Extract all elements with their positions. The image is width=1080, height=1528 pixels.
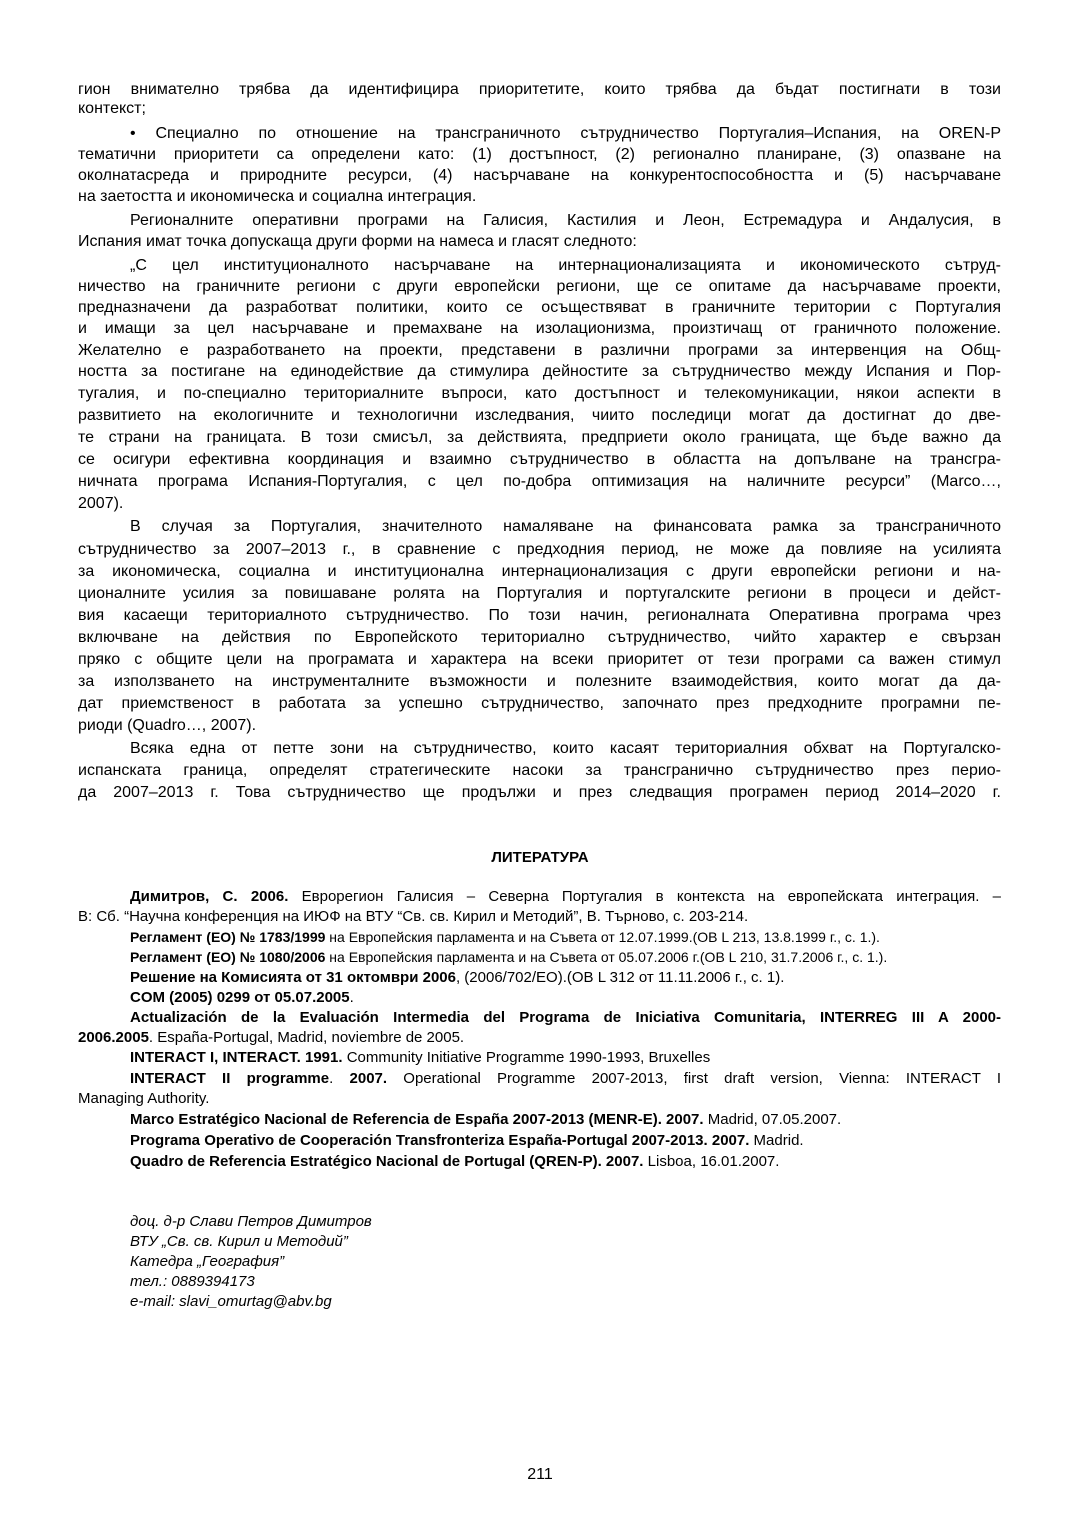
reference-item (78, 1028, 464, 1047)
body-line: гион внимателно трябва да идентифицира приоритетите, които трябва да бъдат постигнати в този (78, 81, 1001, 98)
reference-author: Димитров, С. 2006. (130, 888, 289, 905)
reference-text: Operational Programme 2007-2013, first draft version, Vienna: INTERACT I (387, 1070, 1001, 1087)
body-line: тематични приоритети са определени като: (1) достъпност, (2) регионално планиране, (3) опазване на (78, 146, 1001, 163)
reference-text: Community Initiative Programme 1990-1993, Bruxelles (342, 1049, 711, 1066)
reference-text: на Европейския парламента и на Съвета от 12.07.1999.(ОВ L 213, 13.8.1999 г., с. 1.). (325, 929, 880, 945)
reference-item (78, 1089, 209, 1108)
body-line: и имащи за цел насърчаване и премахване на изолационизма, произтичащ от граничното положение. (78, 320, 1001, 337)
reference-title: Programa Operativo de Cooperación Transfronteriza España-Portugal 2007-2013. 2007. (130, 1132, 750, 1149)
body-line: контекст; (78, 100, 146, 117)
body-line: ничество на граничните региони с други европейски региони, ще се опитаме да насърчаваме проекти, (78, 278, 1001, 295)
reference-item (130, 1110, 841, 1129)
references-heading: ЛИТЕРАТУРА (491, 849, 589, 866)
reference-text: . (329, 1070, 350, 1087)
reference-title: Решение на Комисията от 31 октомври 2006 (130, 969, 456, 986)
reference-title: Регламент (ЕО) № 1080/2006 (130, 949, 326, 965)
body-line: В случая за Португалия, значителното намаляване на финансовата рамка за трансграничното (130, 518, 1001, 535)
reference-item (130, 988, 354, 1007)
reference-title: Marco Estratégico Nacional de Referencia de España 2007-2013 (MENR-E). 2007. (130, 1111, 704, 1128)
reference-title: Actualización de la Evaluación Intermedia del Programa de Iniciativa Comunitaria, INTERREG III A 2000- (130, 1009, 1001, 1026)
reference-title: 2006.2005 (78, 1029, 149, 1046)
body-line: вия касаещи териториалното сътрудничество. По този начин, регионалната Оперативна програма чрез (78, 607, 1001, 624)
reference-item (130, 968, 784, 987)
body-line: сътрудничество за 2007–2013 г., в сравнение с предходния период, не може да повлияе на усилията (78, 541, 1001, 558)
reference-item (130, 1152, 779, 1171)
body-line: риоди (Quadro…, 2007). (78, 717, 257, 734)
body-line: пряко с общите цели на програмата и характера на всеки приоритет от тези програми са важен стимул (78, 651, 1001, 668)
reference-item (130, 928, 880, 947)
body-line: да 2007–2013 г. Това сътрудничество ще продължи и през следващия програмен период 2014–2020 г. (78, 784, 1001, 801)
author-department: Катедра „География” (130, 1253, 285, 1270)
author-email: e-mail: slavi_omurtag@abv.bg (130, 1293, 332, 1310)
reference-title: COM (2005) 0299 от 05.07.2005 (130, 989, 350, 1006)
body-line: предназначени да разработват политики, които се осъществяват в граничните територии с Португалия (78, 299, 1001, 316)
reference-title: INTERACT I, INTERACT. 1991. (130, 1049, 343, 1066)
body-line: тугалия, и по-специално териториалните въпроси, като достъпност и телекомуникации, някои аспекти в (78, 385, 1001, 402)
author-phone: тел.: 0889394173 (130, 1273, 255, 1290)
reference-text: Lisboa, 16.01.2007. (643, 1153, 780, 1170)
body-line: Желателно е разработването на проекти, представени в различни програми за интервенция на Общ- (78, 342, 1001, 359)
reference-item (130, 1131, 804, 1150)
body-line: ционалните усилия за повишаване ролята на Португалия и португалските региони в процеси и дейст- (78, 585, 1001, 602)
reference-item (130, 1048, 710, 1067)
body-line: Испания имат точка допускаща други форми на намеса и гласят следното: (78, 233, 637, 250)
reference-title: Регламент (ЕО) № 1783/1999 (130, 929, 326, 945)
body-line: Всяка една от петте зони на сътрудничество, които касаят териториалния обхват на Португалско- (130, 740, 1001, 757)
body-line: околнатасреда и природните ресурси, (4) насърчаване на конкурентоспособността и (5) насърчаване (78, 167, 1001, 184)
body-line: • Специално по отношение на трансграничното сътрудничество Португалия–Испания, на OREN-P (130, 125, 1001, 142)
reference-text: Madrid. (749, 1132, 804, 1149)
body-line: за икономическа, социална и институционална интернационализация с други европейски региони и на- (78, 563, 1001, 580)
body-line: развитието на екологичните и технологични изследвания, чиито последици могат да достигнат до две- (78, 407, 1001, 424)
body-line: „С цел институционалното насърчаване на интернационализацията и икономическото сътруд- (130, 257, 1001, 274)
body-line: испанската граница, определят стратегическите насоки за трансгранично сътрудничество през перио- (78, 762, 1001, 779)
reference-text: В: Сб. “Научна конференция на ИЮФ на ВТУ “Св. св. Кирил и Методий”, В. Търново, с. 203-214. (78, 908, 749, 925)
reference-text: , (2006/702/ЕО).(OB L 312 от 11.11.2006 г., с. 1). (455, 969, 785, 986)
reference-text: Еврорегион Галисия – Северна Португалия в контекста на европейската интеграция. – (288, 888, 1002, 905)
body-line: те страни на границата. В този смисъл, за действията, предприети около границата, ще бъде важно да (78, 429, 1001, 446)
reference-item (130, 948, 887, 967)
body-line: за използването на инструменталните възможности и полезните взаимодействия, които могат да да- (78, 673, 1001, 690)
reference-text: на Европейския парламента и на Съвета от 05.07.2006 г.(ОВ L 210, 31.7.2006 г., с. 1.). (325, 949, 888, 965)
reference-title: Quadro de Referencia Estratégico Nacional de Portugal (QREN-P). 2007. (130, 1153, 644, 1170)
body-line: на заетостта и икономическа и социална интеграция. (78, 188, 477, 205)
body-line: 2007). (78, 495, 124, 512)
reference-item (130, 1008, 1001, 1027)
reference-item (78, 907, 748, 926)
author-university: ВТУ „Св. св. Кирил и Методий” (130, 1233, 348, 1250)
body-line: включване на действия по Европейското териториално сътрудничество, чийто характер е свързан (78, 629, 1001, 646)
reference-text: Madrid, 07.05.2007. (703, 1111, 842, 1128)
reference-text: Managing Authority. (78, 1090, 210, 1107)
body-line: Регионалните оперативни програми на Галисия, Кастилия и Леон, Естремадура и Андалусия, в (130, 212, 1001, 229)
reference-text: . (349, 989, 354, 1006)
reference-title: INTERACT II programme (130, 1070, 330, 1087)
page-number: 211 (527, 1466, 553, 1483)
body-line: се осигури ефективна координация и взаимно сътрудничество в областта на допълване на трансгра- (78, 451, 1001, 468)
body-line: дат приемственост в работата за успешно сътрудничество, започнато през предходните програмни пе- (78, 695, 1001, 712)
reference-text: . España-Portugal, Madrid, noviembre de 2005. (148, 1029, 465, 1046)
body-line: ничната програма Испания-Португалия, с цел по-добра оптимизация на наличните ресурси” (Marco…, (78, 473, 1001, 490)
reference-year: 2007. (349, 1070, 388, 1087)
reference-item (130, 1069, 1001, 1088)
author-name: доц. д-р Слави Петров Димитров (130, 1213, 372, 1230)
body-line: ността за постигане на единодействие да стимулира дейностите за сътрудничество между Испания и Пор- (78, 363, 1001, 380)
reference-item (130, 887, 1001, 906)
